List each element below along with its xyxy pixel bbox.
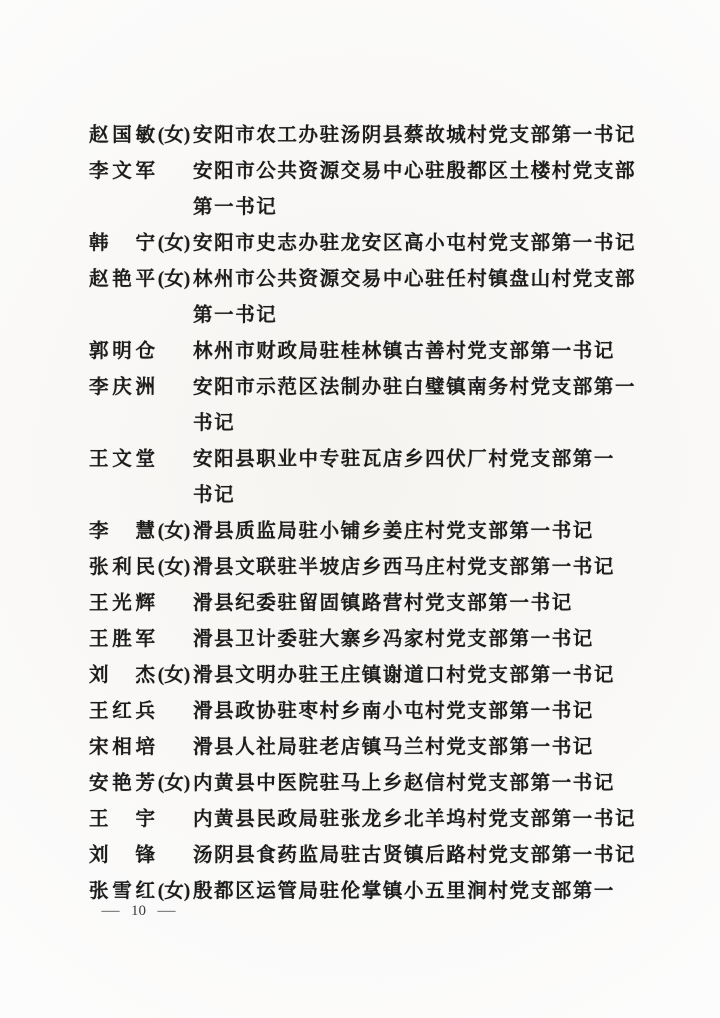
- person-name: 安艳芳: [89, 773, 155, 794]
- person-name: 王宇: [89, 809, 155, 830]
- person-name: 李慧: [89, 521, 155, 542]
- assignment: [193, 802, 636, 838]
- assignment: [193, 226, 636, 262]
- assignment: [193, 730, 634, 766]
- person-name: 李文军: [89, 161, 155, 182]
- roster-entry: [89, 658, 634, 694]
- roster-entry: [89, 334, 634, 370]
- person-name: 王胜军: [89, 629, 155, 650]
- assignment-line: 安阳县职业中专驻瓦店乡四伏厂村党支部第一: [193, 449, 616, 470]
- gender-marker: (女): [157, 881, 191, 902]
- person-name: 刘锋: [89, 845, 155, 866]
- assignment: [193, 514, 634, 550]
- page-footer: [103, 903, 174, 920]
- person-name: 宋相培: [89, 737, 155, 758]
- assignment-line: 滑县文明办驻王庄镇谢道口村党支部第一书记: [193, 665, 616, 686]
- roster-entry: [89, 262, 637, 334]
- assignment: [193, 658, 634, 694]
- assignment-line: 书记: [193, 485, 236, 506]
- person-name: 赵国敏: [89, 125, 155, 146]
- assignment-line: 林州市公共资源交易中心驻任村镇盘山村党支部: [193, 269, 637, 290]
- assignment-line: 滑县政协驻枣村乡南小屯村党支部第一书记: [193, 701, 594, 722]
- person-name: 王红兵: [89, 701, 155, 722]
- gender-marker: (女): [157, 269, 191, 290]
- roster-entry: [89, 622, 634, 658]
- assignment: [193, 442, 634, 514]
- assignment: [193, 334, 634, 370]
- roster-entry: [89, 838, 637, 874]
- assignment-line: 滑县卫计委驻大寨乡冯家村党支部第一书记: [193, 629, 594, 650]
- roster-entry: [89, 766, 634, 802]
- person-name: 王光辉: [89, 593, 155, 614]
- assignment-line: 第一书记: [193, 305, 278, 326]
- gender-marker: (女): [157, 665, 191, 686]
- roster-entry: [89, 226, 637, 262]
- assignment-line: 内黄县中医院驻马上乡赵信村党支部第一书记: [193, 773, 616, 794]
- assignment-line: 书记: [193, 413, 236, 434]
- assignment: [193, 838, 636, 874]
- assignment-line: 殷都区运管局驻伦掌镇小五里涧村党支部第一: [193, 881, 616, 902]
- assignment-line: 滑县文联驻半坡店乡西马庄村党支部第一书记: [193, 557, 616, 578]
- assignment: [193, 622, 634, 658]
- roster-entry: [89, 370, 637, 442]
- assignment: [193, 694, 634, 730]
- footer-dash-right: —: [157, 903, 176, 919]
- person-name: 郭明仓: [89, 341, 155, 362]
- assignment-line: 安阳市农工办驻汤阴县蔡故城村党支部第一书记: [193, 125, 637, 146]
- roster-entry: [89, 154, 637, 226]
- gender-marker: (女): [157, 773, 191, 794]
- assignment: [193, 766, 634, 802]
- person-name: 张利民: [89, 557, 155, 578]
- assignment-line: 安阳市示范区法制办驻白璧镇南务村党支部第一: [193, 377, 637, 398]
- assignment-line: 滑县人社局驻老店镇马兰村党支部第一书记: [193, 737, 594, 758]
- gender-marker: (女): [157, 233, 191, 254]
- assignment-line: 滑县质监局驻小铺乡姜庄村党支部第一书记: [193, 521, 594, 542]
- page-number: 10: [131, 903, 146, 919]
- assignment-line: 安阳市公共资源交易中心驻殷都区土楼村党支部: [193, 161, 637, 182]
- person-name: 韩宁: [89, 233, 155, 254]
- assignment-line: 滑县纪委驻留固镇路营村党支部第一书记: [193, 593, 573, 614]
- assignment: [193, 154, 636, 226]
- assignment: [193, 370, 636, 442]
- roster-entry: [89, 442, 634, 514]
- assignment: [193, 262, 636, 334]
- footer-dash-left: —: [101, 903, 120, 919]
- person-name: 李庆洲: [89, 377, 155, 398]
- roster-entry: [89, 118, 637, 154]
- roster-list: [89, 118, 637, 910]
- assignment-line: 第一书记: [193, 197, 278, 218]
- person-name: 王文堂: [89, 449, 155, 470]
- roster-entry: [89, 694, 634, 730]
- person-name: 赵艳平: [89, 269, 155, 290]
- roster-entry: [89, 550, 634, 586]
- assignment-line: 内黄县民政局驻张龙乡北羊坞村党支部第一书记: [193, 809, 637, 830]
- assignment: [193, 118, 636, 154]
- roster-entry: [89, 514, 634, 550]
- assignment: [193, 874, 634, 910]
- assignment-line: 安阳市史志办驻龙安区高小屯村党支部第一书记: [193, 233, 637, 254]
- assignment: [193, 586, 634, 622]
- roster-entry: [89, 802, 637, 838]
- person-name: 张雪红: [89, 881, 155, 902]
- gender-marker: (女): [157, 557, 191, 578]
- roster-entry: [89, 730, 634, 766]
- assignment: [193, 550, 634, 586]
- roster-entry: [89, 586, 634, 622]
- gender-marker: (女): [157, 125, 191, 146]
- person-name: 刘杰: [89, 665, 155, 686]
- gender-marker: (女): [157, 521, 191, 542]
- assignment-line: 林州市财政局驻桂林镇古善村党支部第一书记: [193, 341, 616, 362]
- assignment-line: 汤阴县食药监局驻古贤镇后路村党支部第一书记: [193, 845, 637, 866]
